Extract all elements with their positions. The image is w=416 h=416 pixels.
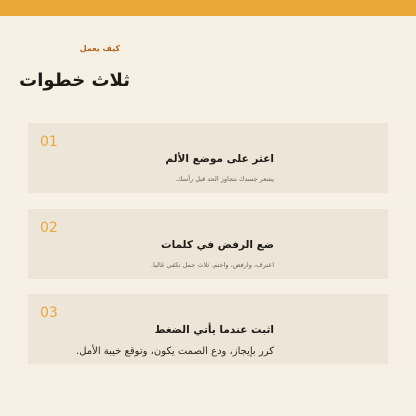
step-number: 01 [40, 134, 58, 150]
step-description: اعترف، وارفض، واختم. ثلاث جمل تكفي غالبا. [150, 261, 274, 269]
step-card-3 [28, 294, 388, 364]
step-number: 02 [40, 220, 58, 236]
top-accent-bar [0, 0, 416, 16]
step-title: ضع الرفض في كلمات [161, 239, 274, 251]
step-title: اعثر على موضع الألم [165, 153, 274, 165]
section-eyebrow: كيف يعمل [79, 44, 120, 53]
step-title: اثبت عندما يأتي الضغط [154, 324, 274, 336]
page-title: ثلاث خطوات [19, 70, 130, 91]
step-card-2 [28, 209, 388, 279]
step-description: يشعر جسدك بتجاوز الحد قبل رأسك. [175, 175, 274, 183]
step-card-1 [28, 123, 388, 193]
step-description: كرر بإيجاز، ودع الصمت يكون، وتوقع خيبة الأمل. [76, 346, 274, 357]
step-number: 03 [40, 305, 58, 321]
